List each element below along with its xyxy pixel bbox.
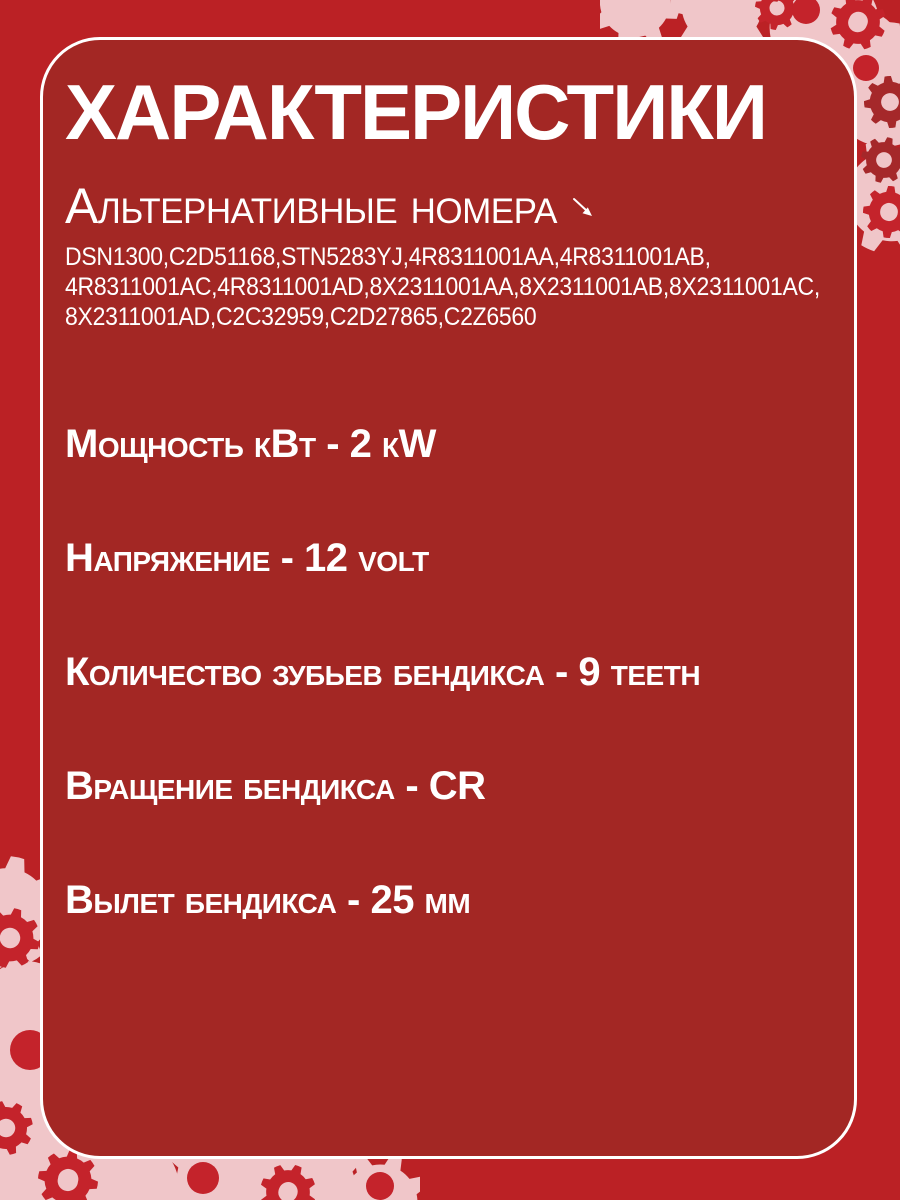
arrow-down-right-icon <box>571 196 597 222</box>
spec-row-voltage: Напряжение - 12 volt <box>65 536 429 580</box>
page-title: ХАРАКТЕРИСТИКИ <box>65 68 766 156</box>
alt-numbers-line-3: 8X2311001AD,C2C32959,C2D27865,C2Z6560 <box>65 303 537 331</box>
alt-numbers-line-2: 4R8311001AC,4R8311001AD,8X2311001AA,8X2311001AB,8X2311001AC, <box>65 273 820 301</box>
spec-row-pinion-teeth: Количество зубьев бендикса - 9 teeth <box>65 650 701 694</box>
spec-list <box>65 424 830 920</box>
alt-numbers-heading-text: Альтернативные номера <box>65 178 557 234</box>
spec-row-pinion-offset: Вылет бендикса - 25 мм <box>65 878 471 922</box>
spec-row-power: Мощность кВт - 2 кW <box>65 422 436 466</box>
alt-numbers-list <box>65 242 820 332</box>
alt-numbers-heading <box>65 178 830 234</box>
spec-row-pinion-rotation: Вращение бендикса - CR <box>65 764 486 808</box>
spec-card <box>40 37 857 1159</box>
alt-numbers-line-1: DSN1300,C2D51168,STN5283YJ,4R8311001AA,4R8311001AB, <box>65 243 711 271</box>
